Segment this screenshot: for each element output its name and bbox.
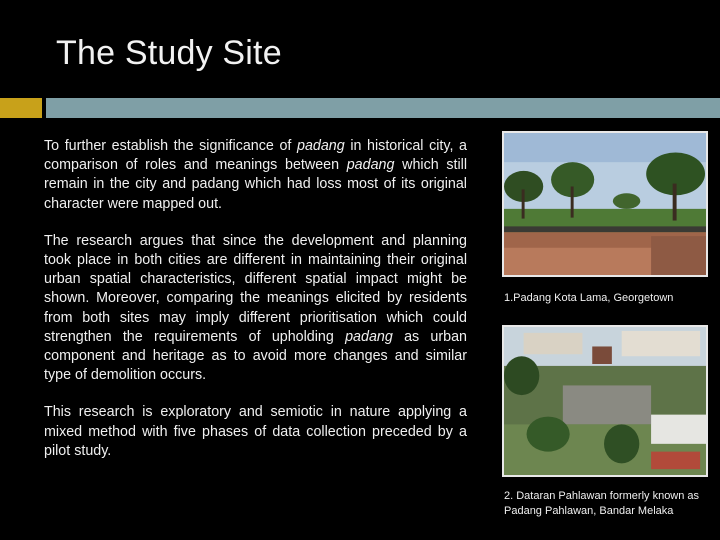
paragraph-2: The research argues that since the development and planning took place in both cities are different in maintaining their original urban spatial characteristics, different spatial impact might be shown. Moreover, comparing the meanings elicited by residents from both sites may imply different prioritisation which could strengthen the requirements of upholding padang as urban component and heritage as to avoid more changes and similar type of demolition occurs. <box>44 232 467 384</box>
accent-bar <box>0 98 42 118</box>
photo-1-caption: 1.Padang Kota Lama, Georgetown <box>504 292 674 304</box>
dataran-pahlawan-photo <box>502 325 708 477</box>
padang-kota-lama-photo <box>502 131 708 277</box>
slide-title: The Study Site <box>56 34 282 72</box>
photo-2-caption: 2. Dataran Pahlawan formerly known as Padang Pahlawan, Bandar Melaka <box>504 490 700 517</box>
paragraph-3: This research is exploratory and semiotic in nature applying a mixed method with five phases of data collection preceded by a pilot study. <box>44 404 467 459</box>
body-text <box>44 137 467 479</box>
paragraph-1: To further establish the significance of padang in historical city, a comparison of roles and meanings between padang which still remain in the city and padang which had loss most of its original character were mapped out. <box>44 138 467 212</box>
title-underline-bar <box>46 98 720 118</box>
